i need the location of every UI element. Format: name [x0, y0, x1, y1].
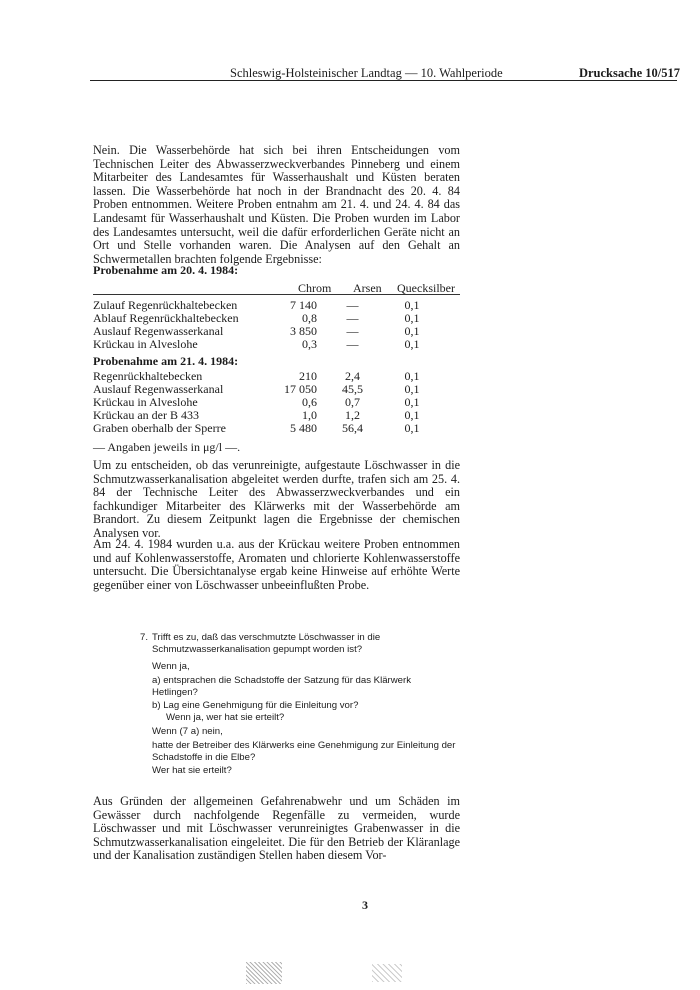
scan-mark [246, 962, 282, 984]
quecksilber-value: 0,1 [404, 298, 420, 312]
question-part-b [152, 700, 458, 725]
quecksilber-value: 0,1 [404, 324, 420, 338]
row-label: Graben oberhalb der Sperre [93, 421, 226, 435]
question-who-issued: Wer hat sie erteilt? [152, 765, 232, 776]
arsen-value: — [346, 298, 359, 312]
quecksilber-value: 0,1 [404, 369, 420, 383]
column-header-chrom: Chrom [298, 281, 332, 295]
question-text: Trifft es zu, daß das verschmutzte Löschwasser in die Schmutzwasserkanalisation gepumpt worden ist? [152, 632, 381, 656]
quecksilber-value: 0,1 [404, 421, 420, 435]
arsen-value: — [346, 337, 359, 351]
arsen-value: — [346, 324, 359, 338]
quecksilber-value: 0,1 [404, 395, 420, 409]
chrom-value: 5 480 [290, 421, 317, 435]
quecksilber-value: 0,1 [404, 311, 420, 325]
table-footnote: — Angaben jeweils in μg/l —. [93, 440, 241, 454]
quecksilber-value: 0,1 [404, 408, 420, 422]
paragraph-answer-intro: Nein. Die Wasserbehörde hat sich bei ihren Entscheidungen vom Technischen Leiter des Abwasserzweckverbandes Pinneberg und einem Mitarbeiter des Landesamtes für Wasserhaushalt und Küsten beraten lassen. Die Wasserbehörde hat noch in der Brandnacht des 20. 4. 84 Proben entnommen. Weitere Proben entnahm am 21. 4. und 24. 4. 84 das Landesamt für Wasserhaushalt und Küsten. Die Proben wurden im Labor des Landesamtes untersucht, weil die dafür erforderlichen Geräte nicht an Ort und Stelle vorhanden waren. Die Analysen auf den Gehalt an Schwermetallen brachten folgende Ergebnisse: [93, 143, 460, 266]
question-part-b-line2: Wenn ja, wer hat sie erteilt? [166, 712, 285, 724]
question-if-no: Wenn (7 a) nein, [152, 726, 223, 737]
row-label: Krückau an der B 433 [93, 408, 199, 422]
question-number: 7. [140, 632, 149, 643]
row-label: Ablauf Regenrückhaltebecken [93, 311, 239, 325]
chrom-value: 17 050 [284, 382, 317, 396]
arsen-value: 45,5 [342, 382, 363, 396]
chrom-value: 7 140 [290, 298, 317, 312]
quecksilber-value: 0,1 [404, 382, 420, 396]
question-part-b-line1: b) Lag eine Genehmigung für die Einleitung vor? [152, 700, 359, 711]
chrom-value: 0,3 [302, 337, 317, 351]
chrom-value: 210 [299, 369, 317, 383]
table-row [93, 338, 460, 351]
chrom-value: 0,8 [302, 311, 317, 325]
arsen-value: 0,7 [345, 395, 360, 409]
row-label: Auslauf Regenwasserkanal [93, 324, 224, 338]
arsen-value: 1,2 [345, 408, 360, 422]
page-number: 3 [362, 898, 368, 912]
table-section-title-1: Probenahme am 20. 4. 1984: [93, 263, 239, 277]
scan-mark [372, 964, 402, 982]
document-number: Drucksache 10/517 [578, 66, 680, 80]
row-label: Regenrückhaltebecken [93, 369, 203, 383]
table-header-rule [93, 294, 460, 295]
row-label: Auslauf Regenwasserkanal [93, 382, 224, 396]
header-rule [90, 80, 677, 81]
arsen-value: — [346, 311, 359, 325]
question-if-yes: Wenn ja, [152, 661, 190, 672]
column-header-arsen: Arsen [353, 281, 382, 295]
row-label: Krückau in Alveslohe [93, 395, 198, 409]
paragraph-further-samples: Am 24. 4. 1984 wurden u.a. aus der Krückau weitere Proben entnommen und auf Kohlenwasserstoffe, Aromaten und chlorierte Kohlenwasserstoffe untersucht. Die Übersichtanalyse ergab keine Hinweise auf erhöhte Werte gegenüber einer von Löschwasser unbeeinflußten Probe. [93, 537, 460, 592]
header-title: Schleswig-Holsteinischer Landtag — 10. Wahlperiode [230, 66, 503, 80]
question-permit: hatte der Betreiber des Klärwerks eine Genehmigung zur Einleitung der Schadstoffe in die Elbe? [152, 740, 456, 764]
chrom-value: 1,0 [302, 408, 317, 422]
row-label: Zulauf Regenrückhaltebecken [93, 298, 238, 312]
paragraph-decision: Um zu entscheiden, ob das verunreinigte, aufgestaute Löschwasser in die Schmutzwasserkanalisation abgeleitet werden durfte, trafen sich am 25. 4. 84 der Technische Leiter des Abwasserzweckverbandes und ein fachkundiger Mitarbeiter des Klärwerks mit der Wasserbehörde am Brandort. Zu diesem Zeitpunkt lagen die Ergebnisse der chemischen Analysen vor. [93, 458, 460, 540]
row-label: Krückau in Alveslohe [93, 337, 198, 351]
column-header-quecksilber: Quecksilber [397, 281, 455, 295]
paragraph-hazard-prevention: Aus Gründen der allgemeinen Gefahrenabwehr und um Schäden im Gewässer durch nachfolgende Regenfälle zu vermeiden, wurde Löschwasser und mit Löschwasser verunreinigtes Grabenwasser in die Schmutzwasserkanalisation eingeleitet. Die für den Betrieb der Kläranlage und der Kanalisation zuständigen Stellen haben diesem Vor- [93, 794, 460, 863]
arsen-value: 2,4 [345, 369, 360, 383]
question-part-a: a) entsprachen die Schadstoffe der Satzung für das Klärwerk Hetlingen? [152, 675, 412, 699]
chrom-value: 0,6 [302, 395, 317, 409]
table-section-title-2: Probenahme am 21. 4. 1984: [93, 354, 239, 368]
table-row [93, 422, 460, 435]
arsen-value: 56,4 [342, 421, 363, 435]
quecksilber-value: 0,1 [404, 337, 420, 351]
chrom-value: 3 850 [290, 324, 317, 338]
